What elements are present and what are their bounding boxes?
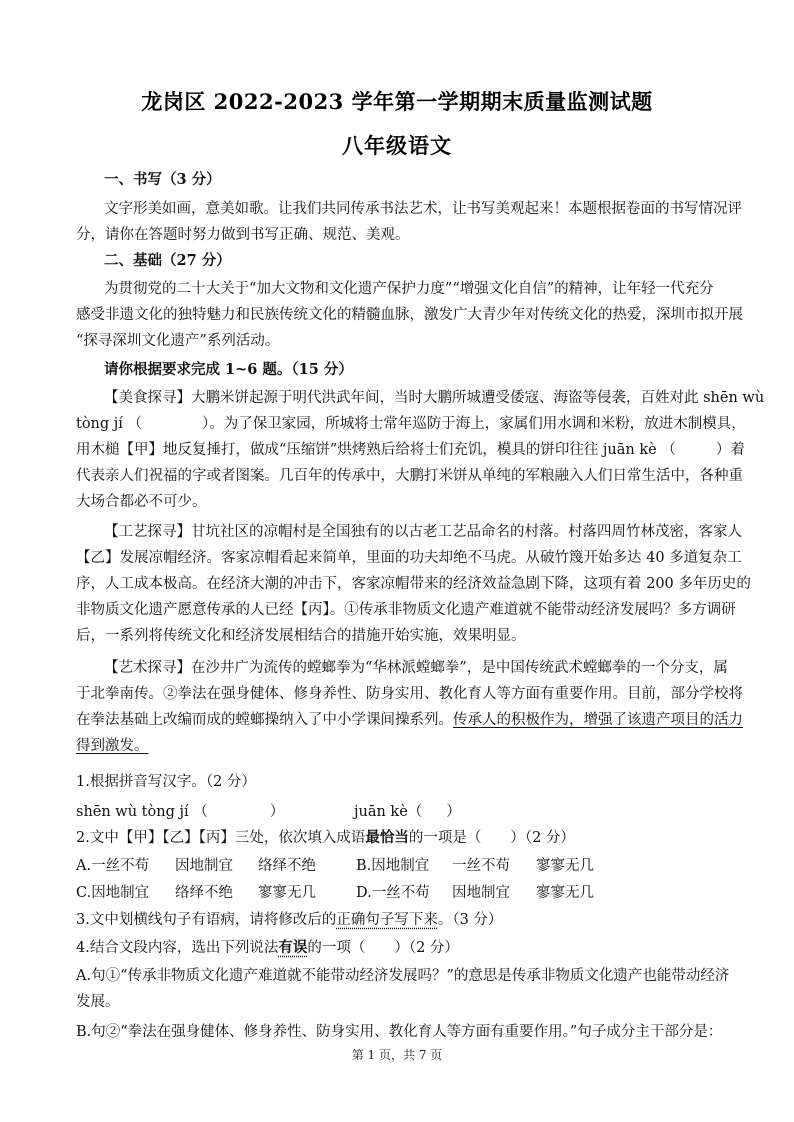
underlined-sentence: 得到激发。 [76,738,149,754]
craft-paragraph-line: 后，一系列将传统文化和经济发展相结合的措施开始实施，效果明显。 [76,628,526,644]
option-d-word: 因地制宜 [452,885,510,901]
food-paragraph-line: 【美食探寻】大鹏米饼起源于明代洪武年间，当时大鹏所城遭受倭寇、海盗等侵袭，百姓对此 shēn wù [104,390,765,406]
emphasis-text: 正确句子写下来 [336,912,438,928]
food-text: ）着 [715,442,745,458]
task-instruction: 请你根据要求完成 1~6 题。（15 分） [104,361,353,378]
bracket-close: ） [446,804,461,820]
emphasis-text: 有误 [278,939,308,956]
exam-subtitle: 八年级语文 [342,133,452,158]
bracket-close: ） [269,804,285,820]
pinyin-text: shēn wù tòng jí （ [76,804,208,820]
intro-line: 为贯彻党的二十大关于“加大文物和文化遗产保护力度”“增强文化自信”的精神，让年轻一代充分 [104,281,714,297]
option-b-word: 一丝不苟 [452,858,510,874]
food-text: 用木槌【甲】地反复捶打，做成“压缩饼”烘烤熟后给将士们充饥，模具的饼印往往 juān kè （ [76,442,676,458]
art-paragraph-line: 于北拳南传。②拳法在强身健体、修身养性、防身实用、教化育人等方面有重要作用。目前，部分学校将 [76,686,743,702]
option-c[interactable]: C.因地制宜 [76,885,150,901]
intro-line: 感受非遗文化的独特魅力和民族传统文化的精髓血脉，激发广大青少年对传统文化的热爱，深圳市拟开展 [76,307,743,323]
emphasis-text: 最恰当 [365,829,409,846]
section1-paragraph-line: 文字形美如画，意美如歌。让我们共同传承书法艺术，让书写美观起来！本题根据卷面的书写情况评 [104,201,742,217]
question-text: 的一项（ ）（2 分） [307,940,459,956]
craft-paragraph-line: 【乙】发展凉帽经济。客家凉帽看起来简单，里面的功夫却绝不马虎。从破竹篾开始多达 40 多道复杂工 [76,550,742,566]
question-3 [76,910,718,930]
question-1-item-b [354,802,461,822]
art-text: 在拳法基础上改编而成的螳螂操纳入了中小学课间操系列。 [76,712,453,728]
food-paragraph-line [76,440,745,460]
craft-paragraph-line: 【工艺探寻】甘坑社区的凉帽村是全国独有的以古老工艺品命名的村落。村落四周竹林茂密，客家人 [104,524,742,540]
option-d-word: 寥寥无几 [536,885,594,901]
option-a-word: 因地制宜 [175,858,233,874]
page-number: 第 1 页，共 7 页 [351,1048,443,1062]
question-4-label [76,938,718,958]
question-2-label [76,828,718,848]
question-text: 2.文中【甲】【乙】【丙】三处，依次填入成语 [76,830,366,846]
option-a[interactable]: A.一丝不苟 [76,858,150,874]
exam-title: 龙岗区 2022-2023 学年第一学期期末质量监测试题 [141,89,653,114]
option-d[interactable]: D.一丝不苟 [356,885,430,901]
food-paragraph-line [76,414,746,434]
question-4-option-b[interactable]: B.句②“拳法在强身健体、修身养性、防身实用、教化育人等方面有重要作用。”句子成分主干部分是： [76,1024,723,1040]
food-pinyin: tòng jí （ [76,416,143,432]
art-paragraph-line: 【艺术探寻】在沙井广为流传的螳螂拳为“华林派螳螂拳”，是中国传统武术螳螂拳的一个分支，属 [104,660,728,676]
option-b-word: 寥寥无几 [536,858,594,874]
question-1-label: 1.根据拼音写汉字。（2 分） [76,774,256,790]
question-4-option-a-cont: 发展。 [76,994,120,1010]
section2-heading: 二、基础（27 分） [104,252,231,269]
underlined-sentence: 传承人的积极作为，增强了该遗产项目的活力 [453,712,743,728]
craft-paragraph-line: 非物质文化遗产愿意传承的人已经【丙】。①传承非物质文化遗产难道就不能带动经济发展吗？多方调研 [76,602,736,618]
option-c-word: 寥寥无几 [258,885,316,901]
food-paragraph-line: 代表亲人们祝福的字或者图案。几百年的传承中，大鹏打米饼从单纯的军粮融入人们日常生活中，各种重 [76,468,743,484]
question-1-item-a [76,802,284,822]
art-paragraph-line [76,736,718,756]
intro-line: “探寻深圳文化遗产”系列活动。 [76,333,280,349]
option-b[interactable]: B.因地制宜 [356,858,430,874]
question-text: 3.文中划横线句子有语病，请将修改后的 [76,912,337,928]
option-a-word: 络绎不绝 [258,858,316,874]
pinyin-text: juān kè（ [354,804,423,820]
food-text: ）。为了保卫家园，所城将士常年巡防于海上，家属们用水调和米粉，放进木制模具， [202,416,746,432]
question-text: 。（3 分） [437,912,503,928]
section1-paragraph-line: 分，请你在答题时努力做到书写正确、规范、美观。 [76,227,410,243]
question-text: 的一项是（ ）（2 分） [408,830,575,846]
question-4-option-a[interactable]: A.句①“传承非物质文化遗产难道就不能带动经济发展吗？”的意思是传承非物质文化遗产也能带动经济 [76,968,730,984]
food-paragraph-line: 大场合都必不可少。 [76,494,207,510]
craft-paragraph-line: 序，人工成本极高。在经济大潮的冲击下，客家凉帽带来的经济效益急剧下降，这项有着 200 多年历史的 [76,576,751,592]
section1-heading: 一、书写（3 分） [104,171,221,188]
question-text: 4.结合文段内容，选出下列说法 [76,940,279,956]
option-c-word: 络绎不绝 [175,885,233,901]
art-paragraph-line [76,710,743,730]
